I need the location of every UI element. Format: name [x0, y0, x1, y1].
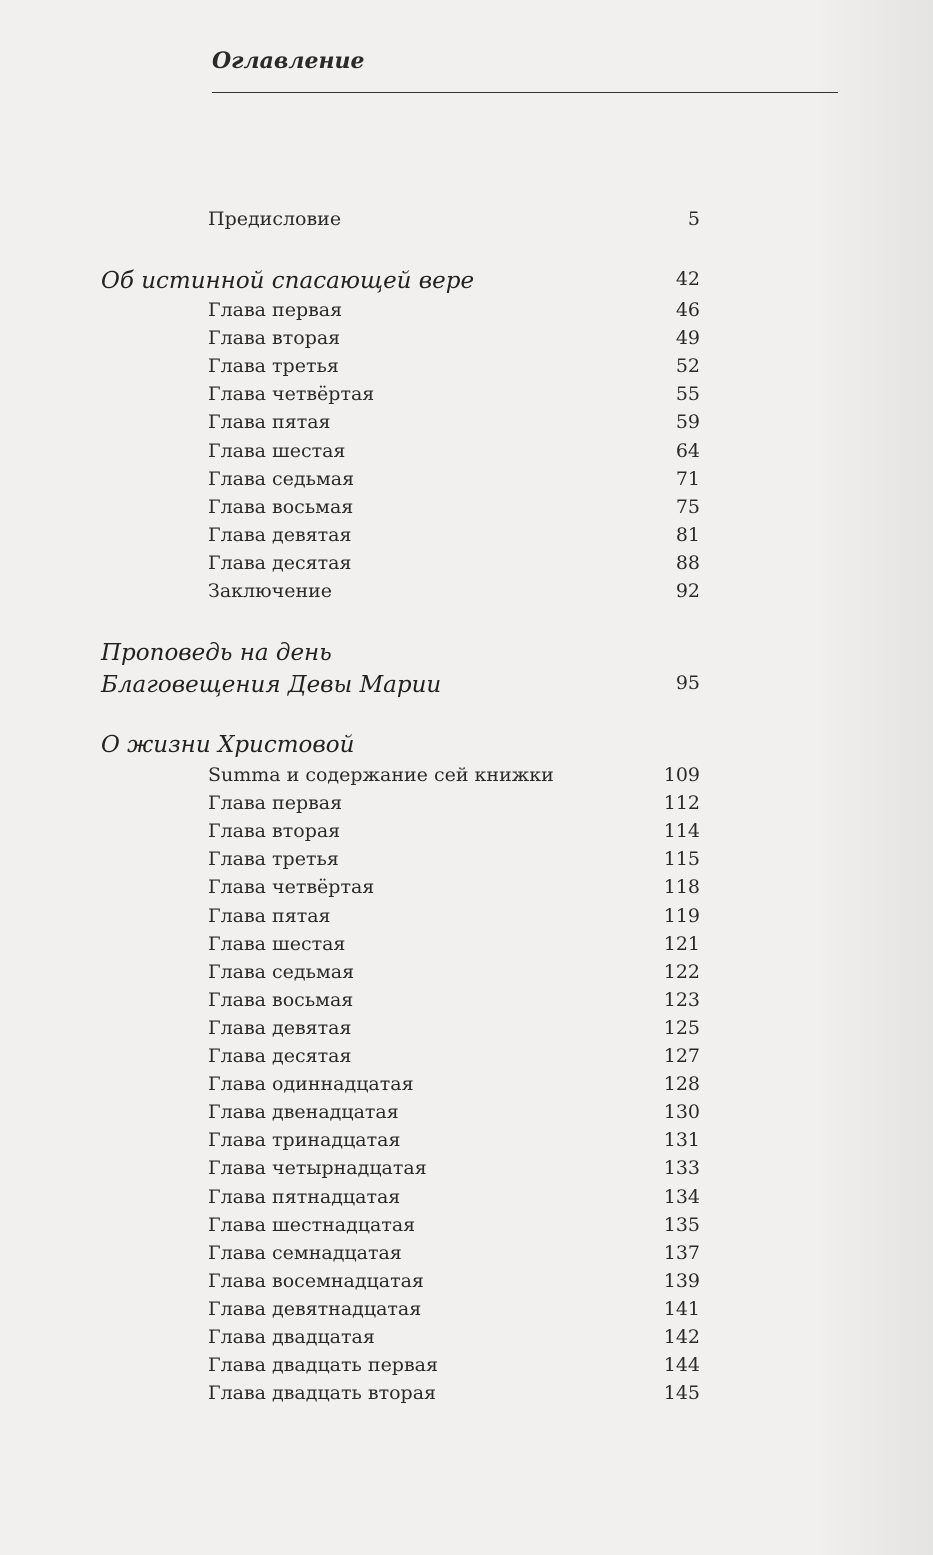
toc-entry-page: 145: [663, 1382, 700, 1405]
toc-entry-label: Summa и содержание сей книжки: [208, 764, 554, 786]
toc-entry-page: 112: [663, 792, 700, 815]
toc-entry-page: 122: [663, 960, 700, 983]
toc-entry-page: 109: [663, 764, 700, 786]
toc-entry-page: 133: [663, 1157, 700, 1180]
toc-entry-page: 5: [687, 208, 700, 230]
toc-entry-label: Глава первая: [208, 299, 343, 321]
toc-section-heading[interactable]: [0, 640, 933, 668]
toc-entry-label: Глава десятая: [208, 551, 352, 574]
toc-entry-label: Предисловие: [208, 208, 342, 230]
toc-entry[interactable]: [0, 524, 933, 552]
toc-entry[interactable]: [0, 1214, 933, 1242]
toc-entry[interactable]: [0, 1298, 933, 1326]
toc-entry[interactable]: [0, 468, 933, 496]
toc-entry-label: Глава двадцать первая: [208, 1354, 438, 1377]
toc-entry-page: 71: [675, 467, 700, 490]
toc-entry-label: Глава шестая: [208, 439, 346, 462]
toc-entry-page: 81: [675, 523, 700, 546]
toc-entry-page: 46: [675, 299, 700, 321]
toc-entry-page: 64: [675, 439, 700, 462]
section-title-line1: Проповедь на день: [101, 640, 332, 666]
toc-entry-label: Глава семнадцатая: [208, 1241, 402, 1264]
toc-entry[interactable]: [0, 411, 933, 439]
toc-section-heading[interactable]: [0, 732, 933, 760]
toc-entry-page: 92: [675, 580, 700, 602]
toc-entry-label: Глава пятая: [208, 411, 331, 434]
section-page: 95: [675, 672, 700, 694]
toc-entry[interactable]: [0, 383, 933, 411]
toc-entry[interactable]: [0, 1382, 933, 1410]
toc-entry-page: 123: [663, 988, 700, 1011]
section-title-line2: Благовещения Девы Марии: [101, 672, 442, 698]
toc-entry-label: Глава тринадцатая: [208, 1129, 401, 1152]
toc-entry-page: 49: [675, 327, 700, 350]
toc-entry-label: Глава одиннадцатая: [208, 1073, 414, 1096]
toc-entry-label: Заключение: [208, 580, 333, 602]
toc-entry-label: Глава двенадцатая: [208, 1101, 399, 1124]
toc-entry-label: Глава восьмая: [208, 988, 354, 1011]
toc-entry[interactable]: [0, 1326, 933, 1354]
toc-entry-page: 75: [675, 495, 700, 518]
toc-entry-label: Глава седьмая: [208, 960, 355, 983]
toc-entry[interactable]: [0, 792, 933, 820]
page-title: Оглавление: [212, 48, 365, 74]
toc-entry-label: Глава девятая: [208, 1016, 352, 1039]
toc-entry-page: 55: [675, 383, 700, 406]
running-header: [212, 44, 838, 93]
toc-entry-page: 115: [663, 848, 700, 871]
toc-entry[interactable]: [0, 1129, 933, 1157]
toc-entry-label: Глава пятнадцатая: [208, 1185, 401, 1208]
toc-entry-label: Глава третья: [208, 848, 339, 871]
section-title: Об истинной спасающей вере: [101, 268, 475, 294]
toc-entry-label: Глава восьмая: [208, 495, 354, 518]
toc-entry-label: Глава вторая: [208, 327, 341, 350]
toc-entry-label: Глава седьмая: [208, 467, 355, 490]
toc-entry-label: Глава шестнадцатая: [208, 1213, 416, 1236]
toc-entry-label: Глава четырнадцатая: [208, 1157, 427, 1180]
toc-entry[interactable]: [0, 820, 933, 848]
toc-entry[interactable]: [0, 1157, 933, 1185]
toc-entry[interactable]: [0, 989, 933, 1017]
toc-entry-page: 119: [663, 904, 700, 927]
toc-entry-page: 127: [663, 1045, 700, 1067]
toc-entry-label: Глава четвёртая: [208, 383, 375, 406]
toc-entry-preface[interactable]: [0, 208, 933, 236]
toc-entry[interactable]: [0, 848, 933, 876]
toc-entry[interactable]: [0, 1017, 933, 1045]
toc-entry[interactable]: [0, 355, 933, 383]
toc-entry-label: Глава двадцатая: [208, 1326, 375, 1348]
toc-entry-page: 137: [663, 1241, 700, 1264]
toc-entry-page: 141: [663, 1297, 700, 1320]
toc-entry-page: 142: [663, 1326, 700, 1348]
toc-entry-page: 139: [663, 1269, 700, 1292]
toc-entry[interactable]: [0, 496, 933, 524]
toc-entry-label: Глава третья: [208, 355, 339, 378]
toc-entry[interactable]: [0, 1242, 933, 1270]
section-page: 42: [675, 268, 700, 290]
toc-entry-page: 59: [675, 411, 700, 434]
toc-entry-page: 134: [663, 1185, 700, 1208]
toc-entry-label: Глава четвёртая: [208, 876, 375, 899]
toc-entry-page: 131: [663, 1129, 700, 1152]
toc-entry-page: 118: [663, 876, 700, 899]
toc-entry-page: 52: [675, 355, 700, 378]
toc-entry-label: Глава вторая: [208, 820, 341, 843]
toc-entry[interactable]: [0, 961, 933, 989]
toc-entry-label: Глава восемнадцатая: [208, 1269, 424, 1292]
toc-entry-page: 88: [675, 551, 700, 574]
toc-entry[interactable]: [0, 1073, 933, 1101]
toc-entry[interactable]: [0, 933, 933, 961]
toc-entry-page: 121: [663, 932, 700, 955]
toc-entry-label: Глава первая: [208, 792, 343, 815]
toc-entry-label: Глава девятнадцатая: [208, 1297, 422, 1320]
toc-entry[interactable]: [0, 1045, 933, 1073]
toc-entry[interactable]: [0, 440, 933, 468]
toc-entry-label: Глава двадцать вторая: [208, 1382, 437, 1405]
toc-entry[interactable]: [0, 552, 933, 580]
toc-entry-page: 130: [663, 1101, 700, 1124]
toc-entry[interactable]: [0, 1270, 933, 1298]
toc-entry-label: Глава десятая: [208, 1045, 352, 1067]
toc-entry-label: Глава девятая: [208, 523, 352, 546]
toc-entry[interactable]: [0, 905, 933, 933]
toc-entry[interactable]: [0, 876, 933, 904]
toc-entry[interactable]: [0, 764, 933, 792]
toc-section-heading[interactable]: [0, 268, 933, 296]
toc-entry-page: 125: [663, 1016, 700, 1039]
toc-entry-page: 128: [663, 1073, 700, 1096]
section-title: О жизни Христовой: [101, 732, 355, 758]
toc-entry[interactable]: [0, 299, 933, 327]
toc-entry-page: 135: [663, 1213, 700, 1236]
toc-entry-page: 144: [663, 1354, 700, 1377]
toc-entry[interactable]: [0, 327, 933, 355]
toc-entry-label: Глава пятая: [208, 904, 331, 927]
toc-entry-label: Глава шестая: [208, 932, 346, 955]
toc-entry[interactable]: [0, 1186, 933, 1214]
toc-entry-page: 114: [663, 820, 700, 843]
toc-section-heading-cont[interactable]: [0, 672, 933, 700]
toc-entry[interactable]: [0, 1101, 933, 1129]
toc-entry[interactable]: [0, 580, 933, 608]
toc-entry[interactable]: [0, 1354, 933, 1382]
